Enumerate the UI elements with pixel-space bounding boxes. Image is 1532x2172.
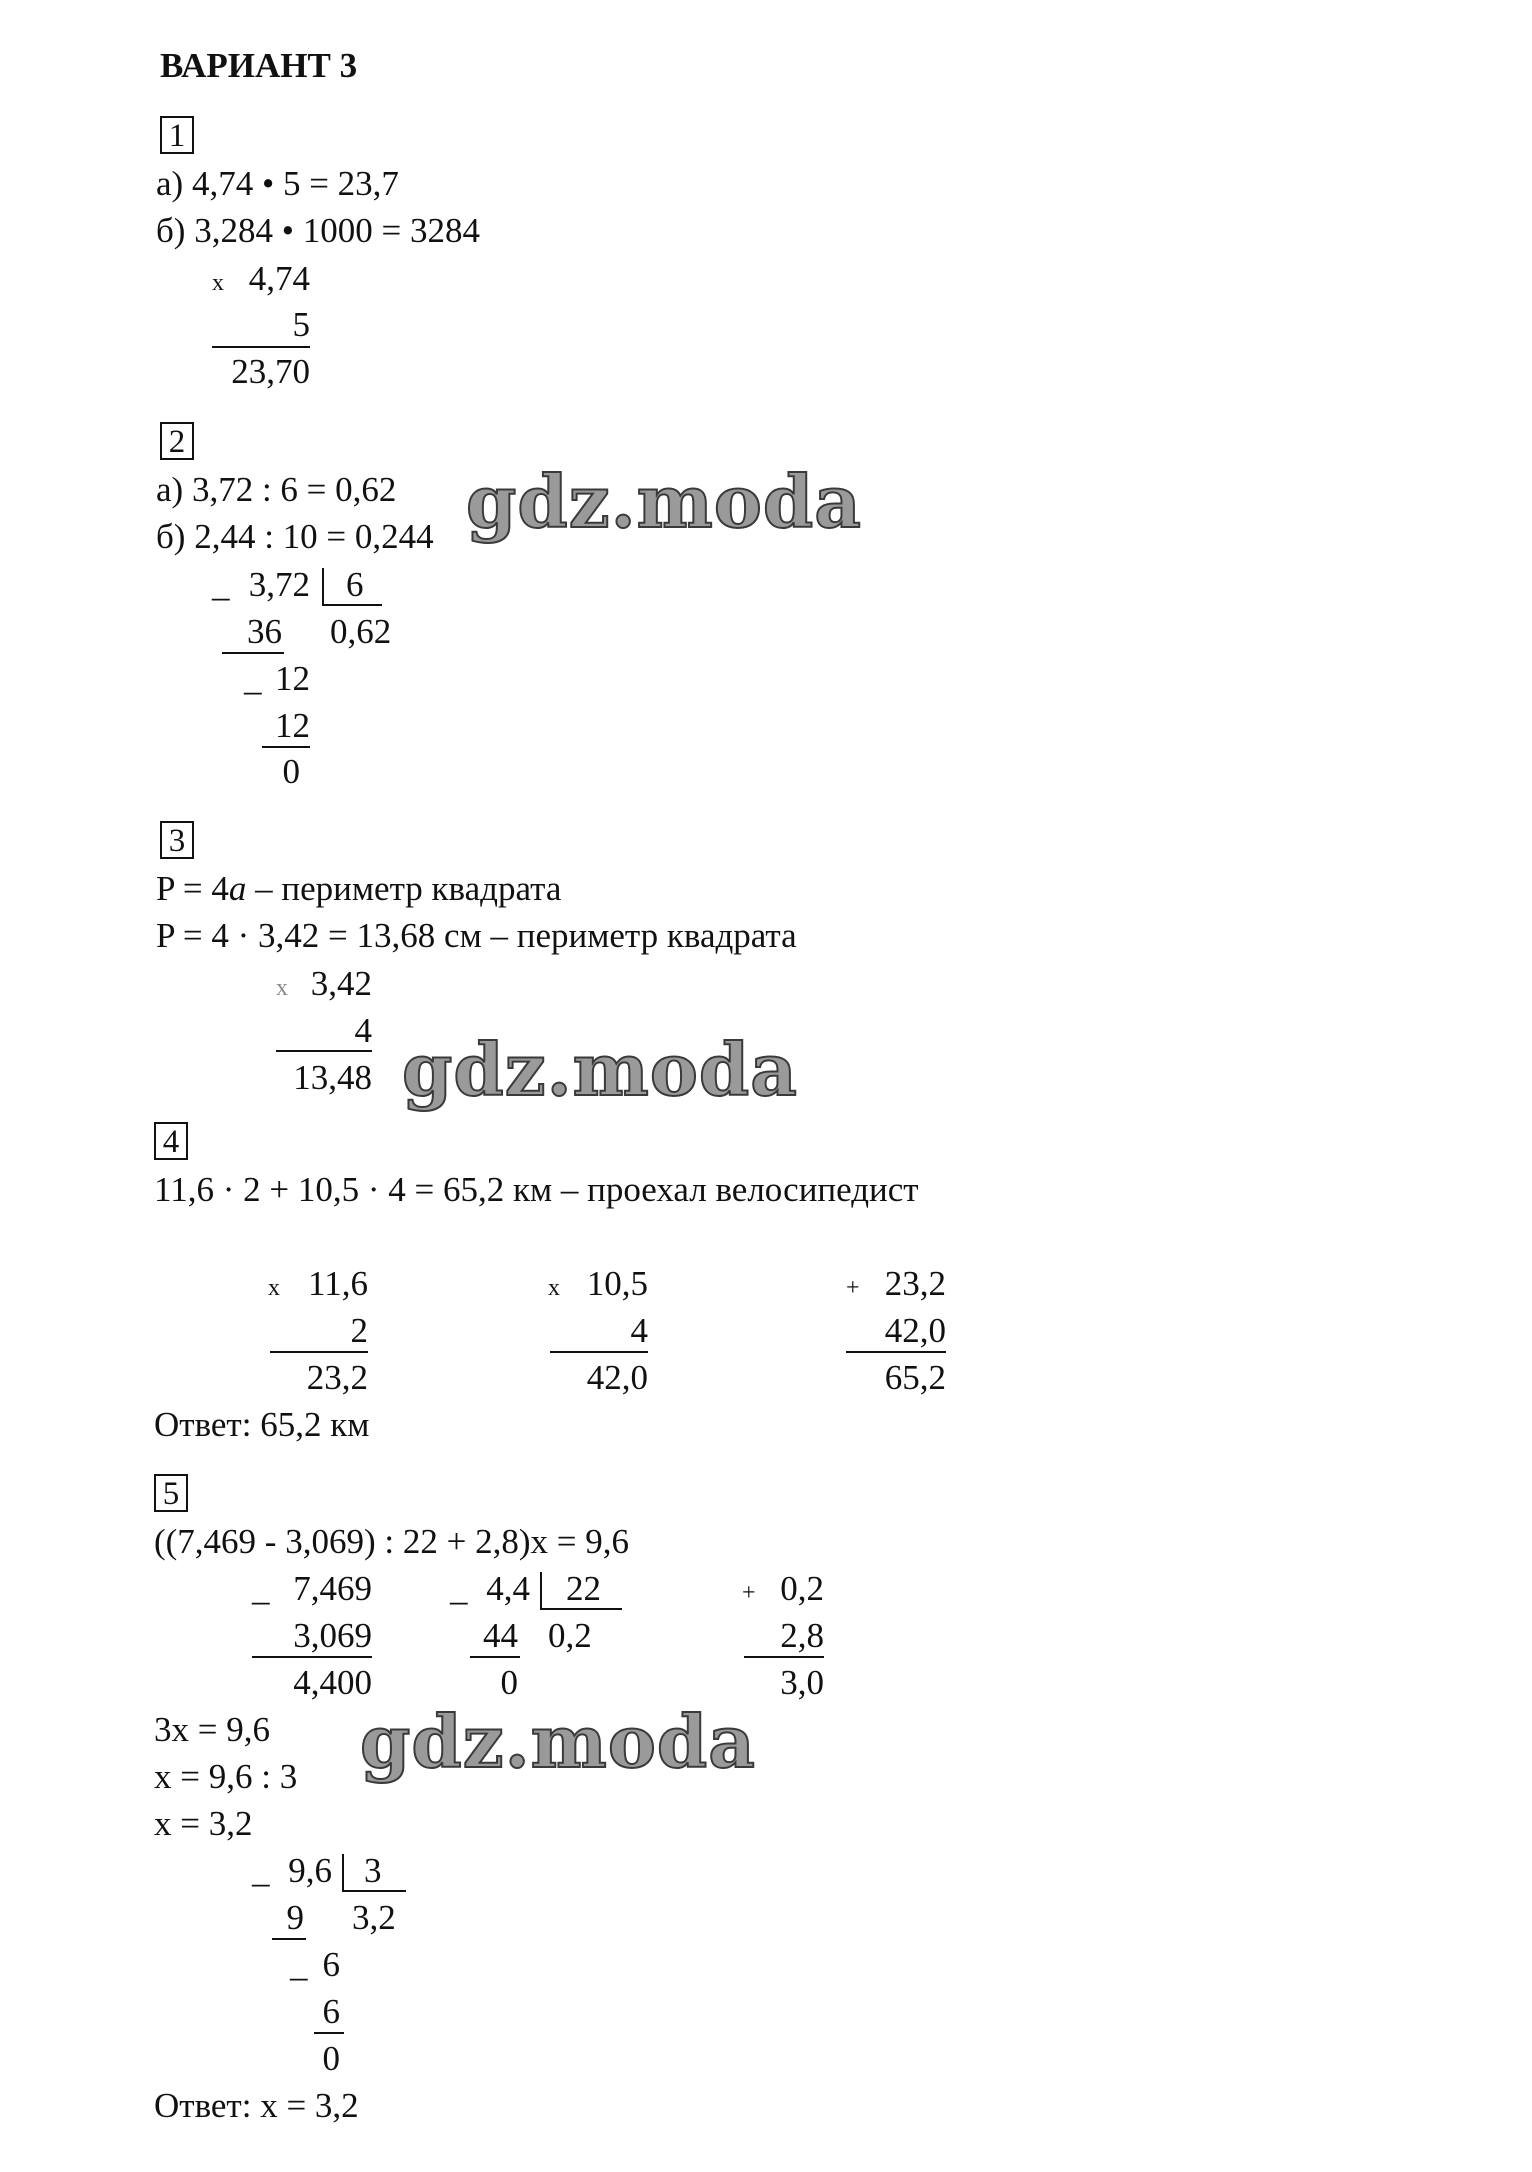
task-5-div2-divisor: 3 — [364, 1851, 382, 1890]
task-5-div-divisor: 22 — [566, 1569, 601, 1608]
task-4-col1-result: 23,2 — [306, 1358, 368, 1397]
task-2-div-bar — [322, 568, 324, 604]
task-3-column-result: 13,48 — [293, 1058, 372, 1097]
page-title: ВАРИАНТ 3 — [160, 46, 358, 85]
task-2-div-rule1 — [222, 652, 284, 654]
task-4-col3-rule — [846, 1351, 946, 1353]
task-2-line-a: а) 3,72 : 6 = 0,62 — [156, 470, 397, 509]
task-5-div-bar — [540, 1572, 542, 1608]
task-5-line-2: 3x = 9,6 — [154, 1710, 270, 1749]
task-2-div-quotient: 0,62 — [330, 612, 392, 651]
task-4-col2-top: 10,5 — [586, 1264, 648, 1303]
task-2-line-b: б) 2,44 : 10 = 0,244 — [156, 517, 434, 556]
task-5-sub-top: 7,469 — [293, 1569, 372, 1608]
task-4-col1-top: 11,6 — [308, 1264, 368, 1303]
task-5-div2-minus: _ — [252, 1851, 270, 1890]
task-5-div2-rule2 — [314, 2032, 344, 2034]
task-2-div-minus2: _ — [244, 659, 262, 698]
task-5-div-rule — [470, 1656, 520, 1658]
task-5-sub-result: 4,400 — [293, 1663, 372, 1702]
task-1-column-op: x — [212, 270, 224, 296]
watermark: gdz.moda — [466, 459, 862, 544]
task-5-add-top: 0,2 — [780, 1569, 824, 1608]
task-4-col2-mult: 4 — [630, 1311, 648, 1350]
task-5-div-dividend: 4,4 — [486, 1569, 530, 1608]
watermark: gdz.moda — [402, 1027, 798, 1112]
task-5-line-3: x = 9,6 : 3 — [154, 1757, 298, 1796]
task-2-div-sub1: 36 — [247, 612, 282, 651]
task-5-div2-rule1 — [272, 1938, 306, 1940]
task-5-div2-rem1: 6 — [322, 1945, 340, 1984]
task-5-div-sub1: 44 — [483, 1616, 518, 1655]
task-1-column-rule — [212, 346, 310, 348]
task-2-div-rem2: 0 — [282, 752, 300, 791]
task-5-add-result: 3,0 — [780, 1663, 824, 1702]
task-4-col3-op: + — [846, 1275, 860, 1301]
task-4-col1-op: x — [268, 1275, 280, 1301]
task-2-div-rule2 — [262, 746, 310, 748]
task-5-div-rem: 0 — [500, 1663, 518, 1702]
task-5-sub-minus: _ — [252, 1569, 270, 1608]
task-5-answer: Ответ: x = 3,2 — [154, 2086, 359, 2125]
task-3-column-top: 3,42 — [310, 964, 372, 1003]
task-1-line-a: а) 4,74 • 5 = 23,7 — [156, 164, 399, 203]
task-5-div-quotient: 0,2 — [548, 1616, 592, 1655]
task-5-add-bottom: 2,8 — [780, 1616, 824, 1655]
task-3-number: 3 — [160, 821, 194, 859]
task-5-sub-rule — [252, 1656, 372, 1658]
task-5-number: 5 — [154, 1474, 188, 1512]
task-2-div-dividend: 3,72 — [248, 565, 310, 604]
task-5-add-rule — [744, 1656, 824, 1658]
task-2-div-rem1: 12 — [275, 659, 310, 698]
task-2-div-divisor: 6 — [346, 565, 364, 604]
task-3-column-op: x — [276, 975, 288, 1001]
task-4-col3-add: 42,0 — [884, 1311, 946, 1350]
task-4-col1-rule — [270, 1351, 368, 1353]
task-4-number: 4 — [154, 1122, 188, 1160]
task-5-add-op: + — [742, 1580, 756, 1606]
task-5-div2-minus2: _ — [290, 1945, 308, 1984]
task-2-div-minus: _ — [212, 565, 230, 604]
task-4-col1-mult: 2 — [350, 1311, 368, 1350]
task-5-div2-quotient: 3,2 — [352, 1898, 396, 1937]
task-5-div2-rem2: 0 — [322, 2039, 340, 2078]
task-5-div2-bar — [342, 1854, 344, 1890]
task-4-col2-op: x — [548, 1275, 560, 1301]
task-5-line-1: ((7,469 - 3,069) : 22 + 2,8)x = 9,6 — [154, 1522, 629, 1561]
task-3-column-mult: 4 — [354, 1011, 372, 1050]
task-1-line-b: б) 3,284 • 1000 = 3284 — [156, 211, 480, 250]
task-1-number: 1 — [160, 116, 194, 154]
task-3-line-1: P = 4a – периметр квадрата — [156, 869, 562, 908]
task-4-answer: Ответ: 65,2 км — [154, 1405, 370, 1444]
task-5-line-4: x = 3,2 — [154, 1804, 253, 1843]
task-3-line-2: P = 4 · 3,42 = 13,68 см – периметр квадрата — [156, 916, 797, 955]
task-5-sub-bottom: 3,069 — [293, 1616, 372, 1655]
task-3-column-rule — [276, 1050, 372, 1052]
task-5-div-minus: _ — [450, 1569, 468, 1608]
task-4-line-1: 11,6 · 2 + 10,5 · 4 = 65,2 км – проехал велосипедист — [154, 1170, 919, 1209]
task-1-column-top: 4,74 — [248, 259, 310, 298]
task-2-div-sub2: 12 — [275, 706, 310, 745]
task-4-col2-rule — [550, 1351, 648, 1353]
task-5-div2-dividend: 9,6 — [288, 1851, 332, 1890]
task-4-col2-result: 42,0 — [586, 1358, 648, 1397]
task-1-column-result: 23,70 — [231, 352, 310, 391]
task-2-number: 2 — [160, 422, 194, 460]
task-5-div2-sub2: 6 — [322, 1992, 340, 2031]
task-1-column-mult: 5 — [292, 305, 310, 344]
watermark: gdz.moda — [360, 1699, 756, 1784]
task-4-col3-top: 23,2 — [884, 1264, 946, 1303]
task-5-div2-sub1: 9 — [286, 1898, 304, 1937]
task-4-col3-result: 65,2 — [884, 1358, 946, 1397]
